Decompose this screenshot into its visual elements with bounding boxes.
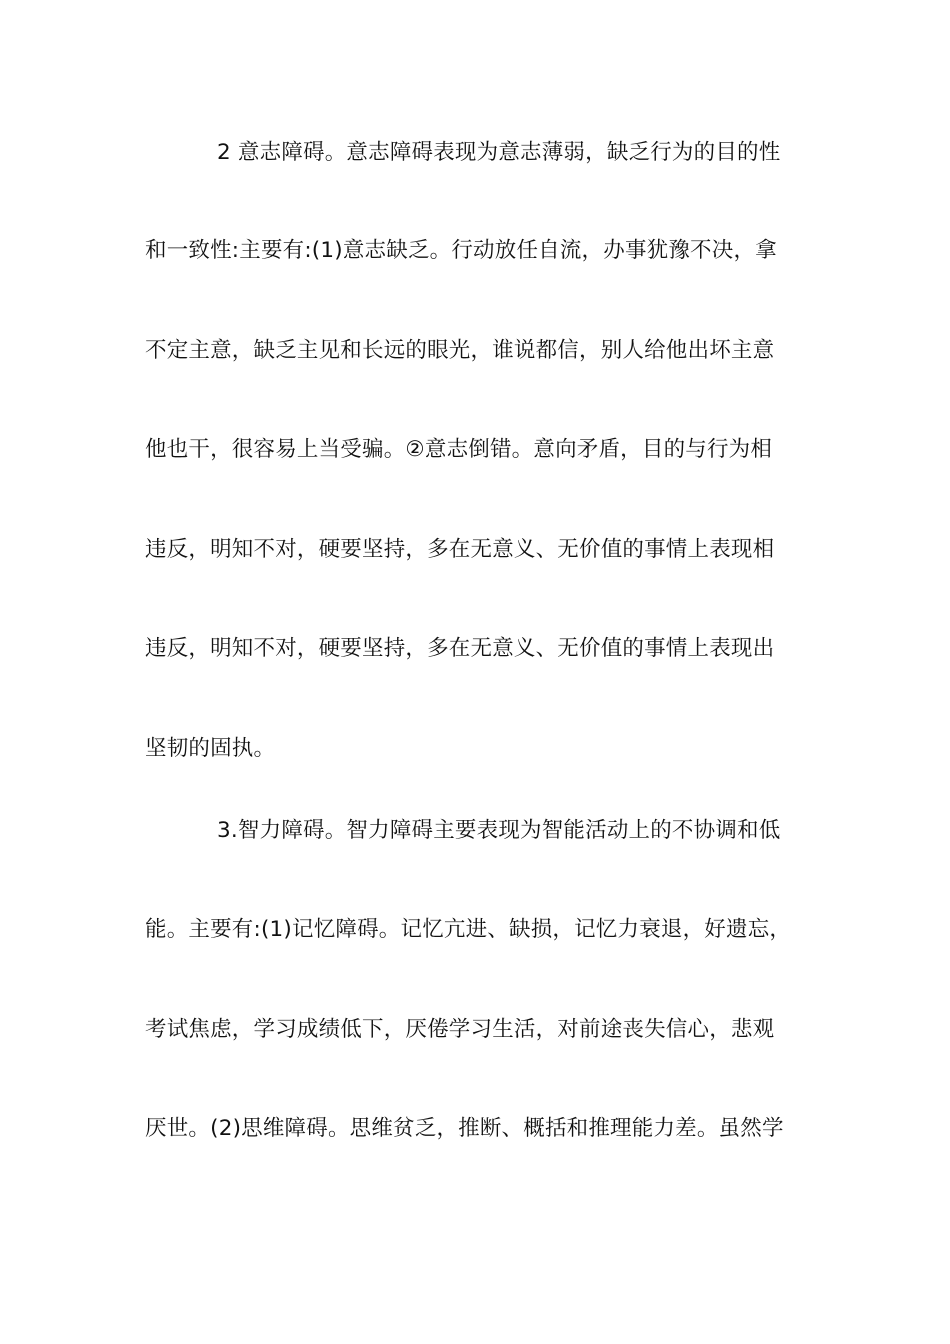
text-line: 3.智力障碍。智力障碍主要表现为智能活动上的不协调和低 xyxy=(217,818,781,843)
text-line: 违反，明知不对，硬要坚持，多在无意义、无价值的事情上表现出 xyxy=(145,636,775,661)
text-line: 不定主意，缺乏主见和长远的眼光，谁说都信，别人给他出坏主意 xyxy=(145,338,775,363)
text-line: 2 意志障碍。意志障碍表现为意志薄弱，缺乏行为的目的性 xyxy=(217,140,781,165)
text-line: 考试焦虑，学习成绩低下，厌倦学习生活，对前途丧失信心，悲观 xyxy=(145,1017,775,1042)
text-line: 违反，明知不对，硬要坚持，多在无意义、无价值的事情上表现相 xyxy=(145,537,775,562)
text-line: 他也干，很容易上当受骗。②意志倒错。意向矛盾，目的与行为相 xyxy=(145,437,773,462)
text-line: 和一致性:主要有:(1)意志缺乏。行动放任自流，办事犹豫不决，拿 xyxy=(145,238,777,263)
text-line: 坚韧的固执。 xyxy=(145,736,276,761)
text-line: 能。主要有:(1)记忆障碍。记忆亢进、缺损，记忆力衰退，好遗忘， xyxy=(145,917,792,942)
text-line: 厌世。(2)思维障碍。思维贫乏，推断、概括和推理能力差。虽然学 xyxy=(145,1116,784,1141)
